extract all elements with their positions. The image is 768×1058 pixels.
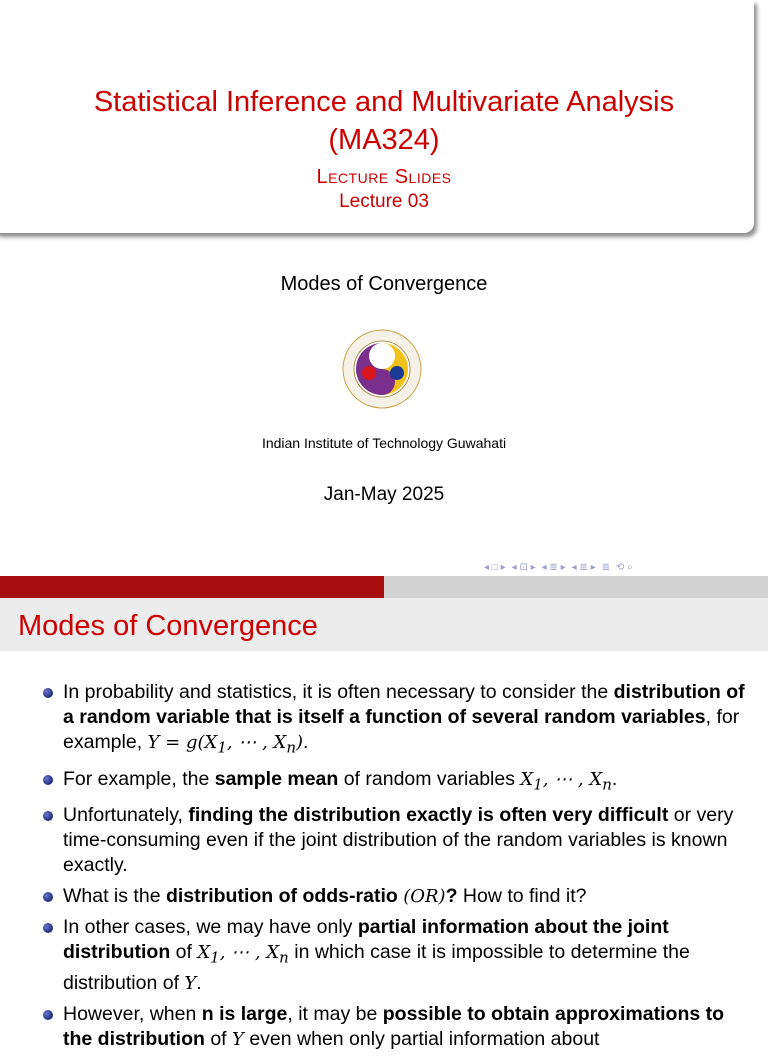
header-bar-right <box>384 576 768 598</box>
list-item: Unfortunately, finding the distribution exactly is often very difficult or very time-consuming even if the joint distribution of the random variables is known exactly. <box>0 803 768 878</box>
bullet-icon <box>43 775 53 785</box>
bullet-icon <box>43 688 53 698</box>
bullet-icon <box>43 923 53 933</box>
bullet-icon <box>43 1010 53 1020</box>
content-slide <box>0 576 768 1050</box>
list-item: In other cases, we may have only partial information about the joint distribution of $X_1$, ⋯ , $X_n$ in which case it is impossible to determine the distribution of Y. <box>0 915 768 996</box>
semester-date: Jan-May 2025 <box>323 484 445 505</box>
bullet-list <box>0 680 768 1058</box>
nav-doc-icon[interactable]: ≣ <box>601 561 610 573</box>
course-code: (MA324) <box>328 124 440 156</box>
lecture-number: Lecture 03 <box>339 191 429 212</box>
nav-search-icon[interactable]: ⟲ ⌕ <box>615 561 633 573</box>
nav-slide-left-icon[interactable]: ◂ □ ▸ <box>484 561 506 573</box>
beamer-navigation[interactable] <box>484 560 764 574</box>
bullet-icon <box>43 811 53 821</box>
bullet-icon <box>43 892 53 902</box>
iitg-logo-icon <box>341 328 423 410</box>
slide-subtitle: Modes of Convergence <box>280 273 488 295</box>
course-title: Statistical Inference and Multivariate Analysis <box>93 86 675 118</box>
nav-frame-icon[interactable]: ◂ ⊡ ▸ <box>511 561 536 573</box>
list-item: However, when n is large, it may be possible to obtain approximations to the distribution of Y even when only partial information about <box>0 1002 768 1052</box>
lecture-slides-label: Lecture Slides <box>316 166 452 188</box>
frame-title: Modes of Convergence <box>18 610 318 642</box>
header-progress-bar <box>0 576 384 598</box>
list-item: For example, the sample mean of random variables $X_1$, ⋯ , $X_n$. <box>0 767 768 798</box>
institute-name: Indian Institute of Technology Guwahati <box>261 435 507 451</box>
list-item: What is the distribution of odds-ratio (OR)? How to find it? <box>0 884 768 909</box>
list-item: In probability and statistics, it is often necessary to consider the distribution of a random variable that is itself a function of several random variables, for example, $Y = g(X_1$, ⋯ , $X_n$). <box>0 680 768 761</box>
nav-section-icon[interactable]: ◂ ≣ ▸ <box>571 561 596 573</box>
nav-subsection-icon[interactable]: ◂ ≣ ▸ <box>541 561 566 573</box>
